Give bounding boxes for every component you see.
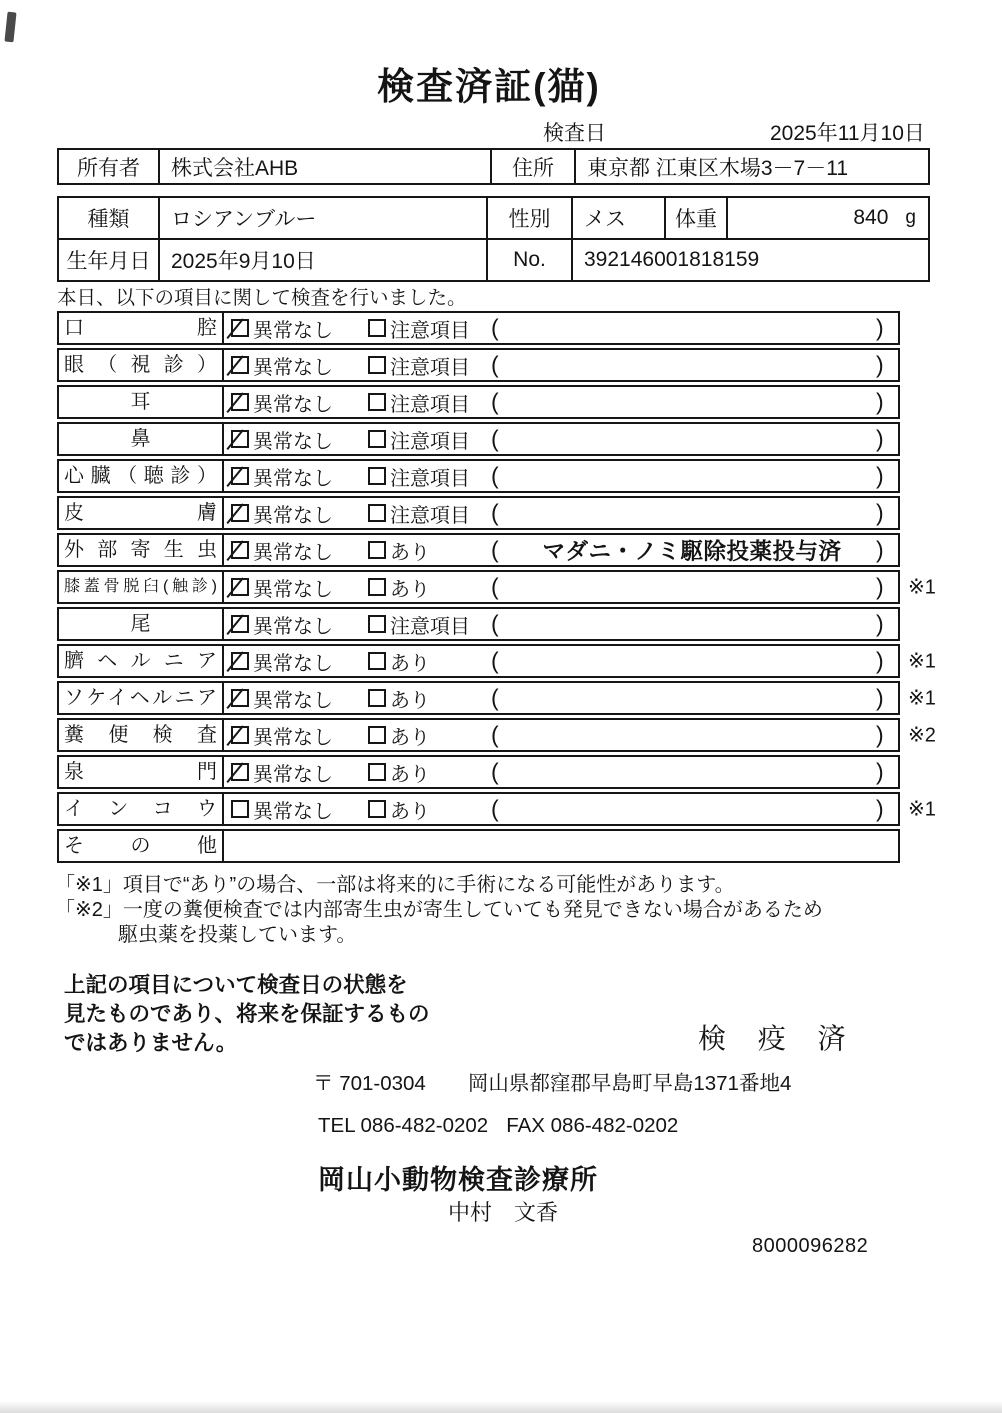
checkbox-caution-icon[interactable] [368,615,386,633]
option-normal-label: 異常なし [253,541,333,564]
checkbox-caution-icon[interactable] [368,763,386,781]
clinic-address-line [313,1066,791,1096]
inspection-item-label: 糞便検査 [64,724,217,746]
option-normal [231,646,333,676]
fax-number: FAX 086-482-0202 [506,1114,679,1137]
option-normal [231,535,333,565]
inspection-row [57,311,900,345]
footnote-2: 「※2」一度の糞便検査では内部寄生虫が寄生していても発見できない場合があるため [55,899,823,921]
option-caution-label: あり [390,763,430,786]
option-caution [368,720,430,750]
scan-artifact [4,12,16,43]
comment-open-paren: ( [491,388,499,415]
comment-close-paren: ) [876,314,884,341]
checkbox-normal-icon[interactable] [231,726,249,744]
option-caution [368,646,430,676]
veterinarian-name: 中村 文香 [448,1200,559,1225]
option-caution-label: 注意項目 [390,356,470,379]
checkbox-caution-icon[interactable] [368,578,386,596]
tel-number: TEL 086-482-0202 [318,1114,489,1137]
footnote-ref: ※1 [908,650,936,673]
option-caution [368,535,430,565]
inspection-item-label: 口腔 [64,317,217,339]
inspection-item-label-cell [59,350,224,380]
inspection-item-label: 尾 [130,613,151,635]
checkbox-normal-icon[interactable] [231,319,249,337]
checkbox-normal-icon[interactable] [231,800,249,818]
comment-open-paren: ( [491,647,499,674]
option-caution-label: あり [390,726,430,749]
option-normal-label: 異常なし [253,356,333,379]
option-caution-label: あり [390,689,430,712]
option-normal-label: 異常なし [253,615,333,638]
inspection-item-label: ソケイヘルニア [64,687,217,709]
inspection-item-label-cell [59,831,224,861]
comment-close-paren: ) [876,462,884,489]
option-normal-label: 異常なし [253,763,333,786]
inspection-row [57,829,900,863]
comment-close-paren: ) [876,425,884,452]
inspection-item-label-cell [59,757,224,787]
comment-close-paren: ) [876,684,884,711]
option-caution-label: 注意項目 [390,430,470,453]
checkbox-normal-icon[interactable] [231,615,249,633]
comment-open-paren: ( [491,795,499,822]
inspection-row [57,792,936,826]
comment-close-paren: ) [876,499,884,526]
footnotes [55,873,823,948]
sex-value: メス [573,198,666,238]
comment-open-paren: ( [491,758,499,785]
option-caution [368,683,430,713]
inspection-row [57,681,936,715]
option-caution-label: あり [390,652,430,675]
pet-row-birthdate [59,240,928,280]
comment-close-paren: ) [876,721,884,748]
inspection-item-label-cell [59,535,224,565]
option-caution [368,350,470,380]
comment-open-paren: ( [491,610,499,637]
footnote-1: 「※1」項目で“あり”の場合、一部は将来的に手術になる可能性があります。 [55,874,735,896]
footnote-2b: 駆虫薬を投薬しています。 [118,924,357,946]
comment-open-paren: ( [491,314,499,341]
option-caution [368,609,470,639]
inspection-item-label: 皮膚 [64,502,217,524]
inspection-row [57,644,936,678]
disclaimer-line-3: ではありません。 [64,1031,238,1055]
inspection-item-label: 耳 [130,391,151,413]
inspection-item-label-cell [59,683,224,713]
inspection-row [57,533,900,567]
option-caution [368,498,470,528]
clinic-address: 岡山県都窪郡早島町早島1371番地4 [467,1072,792,1095]
option-normal [231,572,333,602]
comment-close-paren: ) [876,610,884,637]
pet-table [57,196,930,282]
checkbox-caution-icon[interactable] [368,800,386,818]
no-value: 392146001818159 [584,248,760,271]
option-normal-label: 異常なし [253,578,333,601]
inspection-item-label: 外部寄生虫 [64,539,217,561]
owner-table [57,148,930,185]
inspection-item-label-cell [59,720,224,750]
comment-open-paren: ( [491,351,499,378]
inspection-item-label-cell [59,498,224,528]
owner-name: 株式会社AHB [160,150,492,183]
breed-value: ロシアンブルー [160,198,488,238]
option-normal-label: 異常なし [253,319,333,342]
checkbox-caution-icon[interactable] [368,319,386,337]
option-normal [231,461,333,491]
inspection-row [57,348,900,382]
comment-close-paren: ) [876,795,884,822]
option-normal-label: 異常なし [253,504,333,527]
inspection-item-label-cell [59,424,224,454]
option-caution-label: あり [390,578,430,601]
comment-open-paren: ( [491,684,499,711]
weight-value [728,198,928,238]
checkbox-normal-icon[interactable] [231,541,249,559]
inspection-item-label: 眼（視診） [64,354,217,376]
checkbox-normal-icon[interactable] [231,504,249,522]
intro-text: 本日、以下の項目に関して検査を行いました。 [57,287,467,309]
exam-date-label: 検査日 [543,122,606,145]
option-normal [231,313,333,343]
exam-date-value: 2025年11月10日 [770,122,925,145]
comment-open-paren: ( [491,536,499,563]
option-normal-label: 異常なし [253,467,333,490]
disclaimer-statement [64,971,430,1058]
option-caution-label: 注意項目 [390,319,470,342]
option-caution [368,313,470,343]
option-caution [368,757,430,787]
inspection-row [57,755,900,789]
option-normal [231,794,333,824]
checkbox-caution-icon[interactable] [368,541,386,559]
footnote-ref: ※1 [908,687,936,710]
checkbox-caution-icon[interactable] [368,393,386,411]
option-caution [368,424,470,454]
inspection-item-label: 心臓（聴診） [64,465,217,487]
comment-close-paren: ) [876,351,884,378]
inspection-item-label: その他 [64,835,217,857]
checkbox-normal-icon[interactable] [231,467,249,485]
option-caution [368,387,470,417]
option-normal [231,609,333,639]
checkbox-caution-icon[interactable] [368,652,386,670]
comment-close-paren: ) [876,573,884,600]
comment-close-paren: ) [876,388,884,415]
checkbox-caution-icon[interactable] [368,467,386,485]
clinic-phone-line [318,1114,678,1138]
birthdate-value: 2025年9月10日 [160,240,488,280]
option-caution [368,572,430,602]
option-normal-label: 異常なし [253,689,333,712]
option-normal [231,350,333,380]
comment-close-paren: ) [876,536,884,563]
comment-text: マダニ・ノミ駆除投薬投与済 [542,539,842,564]
comment-open-paren: ( [491,499,499,526]
checkbox-caution-icon[interactable] [368,504,386,522]
page-title: 検査済証(猫) [377,66,601,107]
comment-open-paren: ( [491,425,499,452]
quarantine-stamp: 検 疫 済 [698,1023,858,1054]
birthdate-label: 生年月日 [59,240,160,280]
option-normal-label: 異常なし [253,393,333,416]
inspection-item-label: インコウ [64,798,217,820]
checkbox-caution-icon[interactable] [368,430,386,448]
option-caution-label: 注意項目 [390,504,470,527]
option-normal [231,387,333,417]
option-normal [231,498,333,528]
inspection-row [57,607,900,641]
weight-number: 840 [853,206,889,229]
inspection-item-label: 膝蓋骨脱臼(触診) [64,578,217,595]
footnote-ref: ※1 [908,576,936,599]
option-caution-label: 注意項目 [390,615,470,638]
inspection-row [57,422,900,456]
inspection-item-label: 泉門 [64,761,217,783]
option-normal [231,720,333,750]
inspection-item-label-cell [59,387,224,417]
checkbox-caution-icon[interactable] [368,726,386,744]
option-caution-label: 注意項目 [390,393,470,416]
checkbox-normal-icon[interactable] [231,763,249,781]
inspection-item-label-cell [59,572,224,602]
checkbox-normal-icon[interactable] [231,430,249,448]
inspection-row [57,718,936,752]
comment-open-paren: ( [491,573,499,600]
inspection-table [57,311,936,866]
option-caution [368,794,430,824]
option-normal [231,424,333,454]
option-normal [231,757,333,787]
option-normal [231,683,333,713]
inspection-row [57,496,900,530]
weight-unit: g [905,207,916,228]
checkbox-normal-icon[interactable] [231,578,249,596]
inspection-row [57,459,900,493]
serial-number: 8000096282 [752,1235,869,1257]
inspection-item-label-cell [59,794,224,824]
footnote-ref: ※1 [908,798,936,821]
address-label: 住所 [492,150,576,183]
weight-label: 体重 [666,198,728,238]
checkbox-normal-icon[interactable] [231,393,249,411]
option-normal-label: 異常なし [253,430,333,453]
comment-close-paren: ) [876,758,884,785]
option-caution-label: 注意項目 [390,467,470,490]
inspection-item-label-cell [59,461,224,491]
inspection-item-label-cell [59,646,224,676]
inspection-item-label: 鼻 [130,428,151,450]
inspection-item-label-cell [59,609,224,639]
owner-label: 所有者 [59,150,160,183]
option-caution-label: あり [390,541,430,564]
checkbox-normal-icon[interactable] [231,356,249,374]
checkbox-caution-icon[interactable] [368,356,386,374]
sex-label: 性別 [488,198,573,238]
comment-open-paren: ( [491,462,499,489]
disclaimer-line-2: 見たものであり、将来を保証するもの [64,1002,430,1026]
comment-open-paren: ( [491,721,499,748]
option-caution [368,461,470,491]
checkbox-caution-icon[interactable] [368,689,386,707]
breed-label: 種類 [59,198,160,238]
inspection-row [57,385,900,419]
no-label: No. [488,240,573,280]
footnote-ref: ※2 [908,724,936,747]
checkbox-normal-icon[interactable] [231,652,249,670]
postal-code: 〒 701-0304 [313,1072,426,1095]
comment-close-paren: ) [876,647,884,674]
option-normal-label: 異常なし [253,652,333,675]
clinic-name: 岡山小動物検査診療所 [318,1165,598,1195]
checkbox-normal-icon[interactable] [231,689,249,707]
inspection-item-label: 臍ヘルニア [64,650,217,672]
inspection-row [57,570,936,604]
option-caution-label: あり [390,800,430,823]
inspection-item-label-cell [59,313,224,343]
disclaimer-line-1: 上記の項目について検査日の状態を [64,973,408,997]
option-normal-label: 異常なし [253,726,333,749]
scan-edge-shadow [0,1401,1002,1413]
address-value: 東京都 江東区木場3－7－11 [587,156,848,180]
pet-row-breed [59,198,928,240]
option-normal-label: 異常なし [253,800,333,823]
